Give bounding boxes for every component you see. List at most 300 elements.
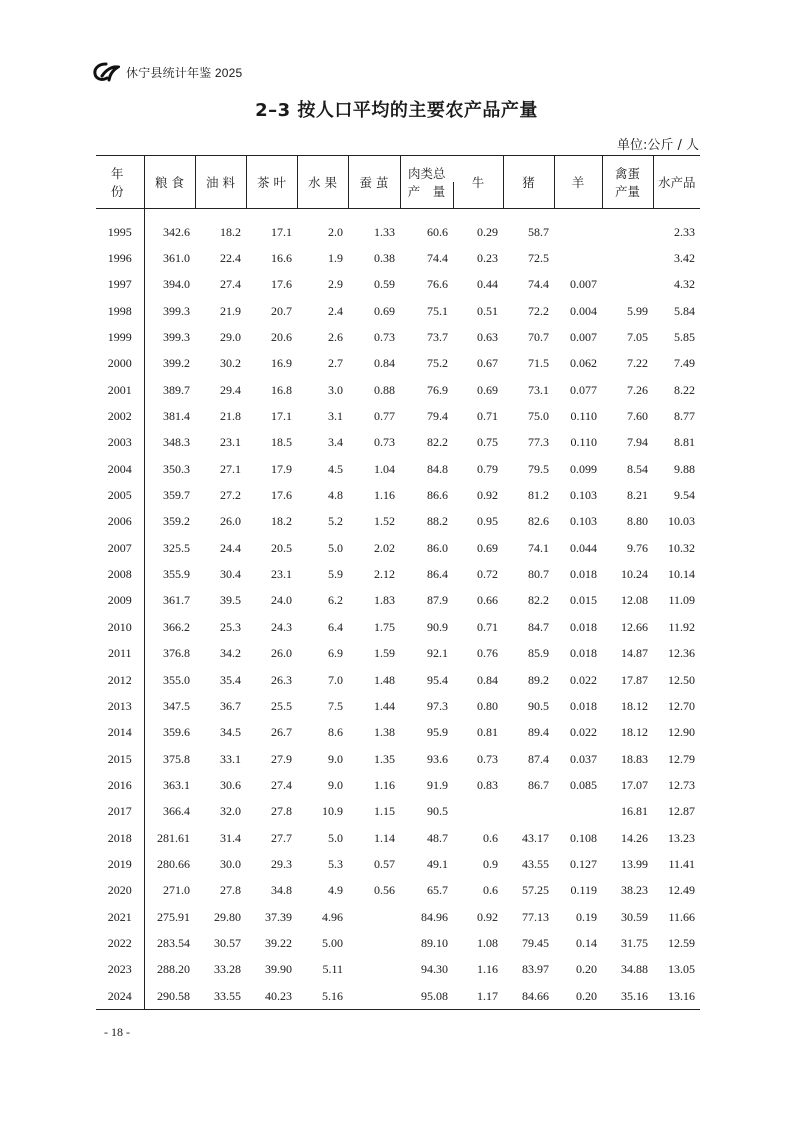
cell-aquatic: 12.70 xyxy=(668,698,695,713)
cell-grain: 290.58 xyxy=(144,983,195,1010)
per-capita-output-table xyxy=(96,155,700,1010)
cell-year: 2003 xyxy=(96,430,144,456)
col-header-meat-line2: 产 量 xyxy=(400,182,453,209)
cell-mutton: 0.108 xyxy=(570,830,597,845)
cell-fruit: 6.2 xyxy=(328,593,343,608)
cell-egg: 5.99 xyxy=(627,303,648,318)
cell-egg: 7.22 xyxy=(627,356,648,371)
cell-aquatic: 7.49 xyxy=(674,356,695,371)
cell-egg: 16.81 xyxy=(621,804,648,819)
cell-oil: 29.80 xyxy=(214,909,241,924)
cell-meat: 95.9 xyxy=(427,725,448,740)
cell-mutton xyxy=(554,799,602,825)
cell-year: 1995 xyxy=(96,219,144,245)
cell-aquatic: 8.22 xyxy=(674,382,695,397)
table-row xyxy=(96,641,700,667)
cell-beef: 0.75 xyxy=(477,435,498,450)
cell-meat: 48.7 xyxy=(427,830,448,845)
cell-cocoon: 0.84 xyxy=(374,356,395,371)
table-row xyxy=(96,799,700,825)
cell-beef: 0.73 xyxy=(477,751,498,766)
cell-tea: 16.8 xyxy=(271,382,292,397)
cell-year: 2006 xyxy=(96,509,144,535)
cell-oil: 30.4 xyxy=(220,567,241,582)
cell-beef: 0.80 xyxy=(477,698,498,713)
cell-meat: 93.6 xyxy=(427,751,448,766)
cell-egg: 14.87 xyxy=(621,646,648,661)
cell-cocoon xyxy=(348,957,400,983)
cell-pork: 74.1 xyxy=(528,540,549,555)
cell-tea: 17.1 xyxy=(271,409,292,424)
cell-beef: 0.84 xyxy=(477,672,498,687)
cell-year: 2010 xyxy=(96,614,144,640)
cell-pork: 72.2 xyxy=(528,303,549,318)
cell-mutton: 0.022 xyxy=(570,672,597,687)
cell-tea: 24.0 xyxy=(271,593,292,608)
col-header-egg-line2: 产量 xyxy=(602,182,653,209)
cell-year: 2002 xyxy=(96,403,144,429)
cell-cocoon: 2.02 xyxy=(374,540,395,555)
cell-fruit: 10.9 xyxy=(322,804,343,819)
cell-meat: 97.3 xyxy=(427,698,448,713)
cell-oil: 33.55 xyxy=(195,983,246,1010)
cell-aquatic: 11.09 xyxy=(668,593,695,608)
cell-fruit: 2.7 xyxy=(328,356,343,371)
cell-pork: 82.2 xyxy=(528,593,549,608)
cell-year: 2013 xyxy=(96,693,144,719)
cell-tea: 26.0 xyxy=(271,646,292,661)
cell-tea: 18.2 xyxy=(271,514,292,529)
table-row xyxy=(96,535,700,561)
cell-grain: 361.0 xyxy=(163,251,190,266)
table-row xyxy=(96,298,700,324)
cell-mutton: 0.037 xyxy=(570,751,597,766)
table-row xyxy=(96,219,700,245)
cell-grain: 363.1 xyxy=(163,777,190,792)
cell-mutton: 0.015 xyxy=(570,593,597,608)
cell-meat: 87.9 xyxy=(427,593,448,608)
cell-aquatic: 8.81 xyxy=(674,435,695,450)
cell-mutton: 0.085 xyxy=(570,777,597,792)
cell-egg: 7.60 xyxy=(627,409,648,424)
cell-pork: 87.4 xyxy=(528,751,549,766)
cell-tea: 16.9 xyxy=(271,356,292,371)
cell-oil: 36.7 xyxy=(220,698,241,713)
cell-grain: 366.4 xyxy=(163,804,190,819)
cell-pork: 81.2 xyxy=(528,488,549,503)
cell-cocoon xyxy=(348,983,400,1010)
cell-mutton: 0.007 xyxy=(570,277,597,292)
cell-meat: 76.6 xyxy=(427,277,448,292)
cell-pork: 43.17 xyxy=(522,830,549,845)
cell-tea: 16.6 xyxy=(271,251,292,266)
cell-tea: 39.90 xyxy=(265,962,292,977)
cell-meat: 91.9 xyxy=(427,777,448,792)
cell-oil: 30.2 xyxy=(220,356,241,371)
cell-pork: 86.7 xyxy=(528,777,549,792)
cell-grain: 271.0 xyxy=(163,883,190,898)
cell-cocoon: 1.75 xyxy=(374,619,395,634)
col-header-meat-line1: 肉类总 xyxy=(400,156,453,183)
cell-aquatic: 13.23 xyxy=(668,830,695,845)
cell-aquatic: 12.73 xyxy=(668,777,695,792)
cell-cocoon: 1.15 xyxy=(374,804,395,819)
cell-cocoon: 1.59 xyxy=(374,646,395,661)
cell-aquatic: 12.50 xyxy=(668,672,695,687)
cell-cocoon xyxy=(348,904,400,930)
cell-aquatic: 11.92 xyxy=(668,619,695,634)
page-header xyxy=(92,60,242,84)
cell-mutton: 0.022 xyxy=(570,725,597,740)
cell-pork: 75.0 xyxy=(528,409,549,424)
unit-label: 单位:公斤 / 人 xyxy=(616,138,699,153)
cell-pork: 70.7 xyxy=(528,330,549,345)
cell-oil: 27.1 xyxy=(220,461,241,476)
cell-cocoon: 0.56 xyxy=(374,883,395,898)
cell-mutton: 0.018 xyxy=(570,567,597,582)
cell-beef: 0.6 xyxy=(483,883,498,898)
cell-egg: 31.75 xyxy=(621,935,648,950)
cell-tea: 18.5 xyxy=(271,435,292,450)
cell-fruit: 2.4 xyxy=(328,303,343,318)
cell-fruit: 2.0 xyxy=(328,224,343,239)
cell-beef: 0.66 xyxy=(477,593,498,608)
cell-mutton: 0.103 xyxy=(570,488,597,503)
page-title: 2–3 按人口平均的主要农产品产量 xyxy=(255,100,538,121)
cell-tea: 34.8 xyxy=(271,883,292,898)
cell-grain: 399.3 xyxy=(163,330,190,345)
cell-year: 2007 xyxy=(96,535,144,561)
cell-fruit: 5.9 xyxy=(328,567,343,582)
cell-fruit: 4.5 xyxy=(328,461,343,476)
cell-beef: 0.95 xyxy=(477,514,498,529)
cell-meat: 79.4 xyxy=(427,409,448,424)
cell-grain: 355.9 xyxy=(163,567,190,582)
cell-pork: 77.3 xyxy=(528,435,549,450)
cell-cocoon: 0.73 xyxy=(374,435,395,450)
cell-pork: 85.9 xyxy=(528,646,549,661)
cell-oil: 24.4 xyxy=(220,540,241,555)
cell-meat: 95.08 xyxy=(400,983,453,1010)
cell-oil: 21.9 xyxy=(220,303,241,318)
cell-fruit: 2.9 xyxy=(328,277,343,292)
cell-beef: 0.83 xyxy=(477,777,498,792)
cell-tea: 25.5 xyxy=(271,698,292,713)
cell-year: 2023 xyxy=(96,957,144,983)
cell-pork: 83.97 xyxy=(522,962,549,977)
cell-meat: 73.7 xyxy=(427,330,448,345)
cell-cocoon: 1.52 xyxy=(374,514,395,529)
cell-mutton: 0.044 xyxy=(570,540,597,555)
cell-oil: 33.28 xyxy=(214,962,241,977)
cell-mutton: 0.119 xyxy=(570,883,597,898)
cell-cocoon: 0.38 xyxy=(374,251,395,266)
cell-fruit: 3.1 xyxy=(328,409,343,424)
cell-beef: 0.67 xyxy=(477,356,498,371)
cell-cocoon: 1.44 xyxy=(374,698,395,713)
cell-cocoon: 1.48 xyxy=(374,672,395,687)
col-header-year: 年 份 xyxy=(96,156,144,209)
cell-cocoon: 1.14 xyxy=(374,830,395,845)
cell-tea: 29.3 xyxy=(271,856,292,871)
cell-oil: 30.6 xyxy=(220,777,241,792)
table-row xyxy=(96,272,700,298)
cell-grain: 342.6 xyxy=(163,224,190,239)
cell-year: 2019 xyxy=(96,851,144,877)
table-row xyxy=(96,614,700,640)
cell-egg: 10.24 xyxy=(621,567,648,582)
cell-egg: 14.26 xyxy=(621,830,648,845)
table-row xyxy=(96,482,700,508)
cell-meat: 76.9 xyxy=(427,382,448,397)
cell-aquatic: 12.87 xyxy=(668,804,695,819)
cell-pork: 82.6 xyxy=(528,514,549,529)
table-row xyxy=(96,693,700,719)
cell-cocoon: 2.12 xyxy=(374,567,395,582)
cell-year: 2016 xyxy=(96,772,144,798)
cell-mutton: 0.110 xyxy=(570,435,597,450)
cell-cocoon: 1.16 xyxy=(374,777,395,792)
cell-mutton: 0.099 xyxy=(570,461,597,476)
cell-fruit: 9.0 xyxy=(328,751,343,766)
cell-pork: 79.45 xyxy=(522,935,549,950)
cell-beef: 0.92 xyxy=(477,488,498,503)
cell-cocoon: 0.77 xyxy=(374,409,395,424)
cell-mutton: 0.110 xyxy=(570,409,597,424)
table-row xyxy=(96,878,700,904)
cell-grain: 281.61 xyxy=(157,830,190,845)
cell-year: 2014 xyxy=(96,720,144,746)
cell-egg xyxy=(602,219,653,245)
cell-fruit: 5.2 xyxy=(328,514,343,529)
cell-year: 2018 xyxy=(96,825,144,851)
cell-mutton: 0.20 xyxy=(554,983,602,1010)
cell-fruit: 5.00 xyxy=(322,935,343,950)
cell-meat: 49.1 xyxy=(427,856,448,871)
cell-pork: 89.2 xyxy=(528,672,549,687)
cell-aquatic: 12.49 xyxy=(668,883,695,898)
cell-tea: 26.7 xyxy=(271,725,292,740)
cell-tea: 20.6 xyxy=(271,330,292,345)
cell-fruit: 6.4 xyxy=(328,619,343,634)
table-row xyxy=(96,957,700,983)
cell-oil: 30.0 xyxy=(220,856,241,871)
cell-aquatic: 13.16 xyxy=(653,983,700,1010)
cell-beef: 0.69 xyxy=(477,540,498,555)
cell-mutton: 0.018 xyxy=(570,698,597,713)
cell-tea: 23.1 xyxy=(271,567,292,582)
cell-egg: 35.16 xyxy=(602,983,653,1010)
cell-egg: 7.05 xyxy=(627,330,648,345)
cell-egg xyxy=(602,245,653,271)
cell-mutton: 0.077 xyxy=(570,382,597,397)
cell-meat: 88.2 xyxy=(427,514,448,529)
col-header-mutton: 羊 xyxy=(554,156,602,209)
cell-aquatic: 5.84 xyxy=(674,303,695,318)
cell-tea: 37.39 xyxy=(265,909,292,924)
cell-cocoon: 1.83 xyxy=(374,593,395,608)
table-row xyxy=(96,351,700,377)
cell-pork xyxy=(503,799,554,825)
cell-mutton: 0.19 xyxy=(576,909,597,924)
cell-mutton: 0.004 xyxy=(570,303,597,318)
cell-cocoon: 0.73 xyxy=(374,330,395,345)
cell-year: 2011 xyxy=(96,641,144,667)
cell-egg: 8.54 xyxy=(627,461,648,476)
cell-year: 2017 xyxy=(96,799,144,825)
cell-fruit: 8.6 xyxy=(328,725,343,740)
cell-cocoon: 1.33 xyxy=(374,224,395,239)
cell-year: 2020 xyxy=(96,878,144,904)
cell-egg: 7.94 xyxy=(627,435,648,450)
cell-beef xyxy=(453,799,503,825)
table-row xyxy=(96,825,700,851)
table-row xyxy=(96,746,700,772)
cell-oil: 27.8 xyxy=(220,883,241,898)
cell-egg: 17.87 xyxy=(621,672,648,687)
cell-tea: 17.9 xyxy=(271,461,292,476)
cell-beef: 0.79 xyxy=(477,461,498,476)
cell-year: 2001 xyxy=(96,377,144,403)
cell-pork: 89.4 xyxy=(528,725,549,740)
cell-tea: 40.23 xyxy=(246,983,297,1010)
cell-aquatic: 12.79 xyxy=(668,751,695,766)
cell-year: 2004 xyxy=(96,456,144,482)
cell-oil: 27.2 xyxy=(220,488,241,503)
cell-cocoon: 1.38 xyxy=(374,725,395,740)
cell-grain: 376.8 xyxy=(163,646,190,661)
cell-aquatic: 11.66 xyxy=(668,909,695,924)
cell-fruit: 4.9 xyxy=(328,883,343,898)
cell-pork: 80.7 xyxy=(528,567,549,582)
cell-grain: 366.2 xyxy=(163,619,190,634)
cell-egg: 9.76 xyxy=(627,540,648,555)
cell-oil: 35.4 xyxy=(220,672,241,687)
cell-oil: 23.1 xyxy=(220,435,241,450)
cell-oil: 34.2 xyxy=(220,646,241,661)
cell-tea: 27.4 xyxy=(271,777,292,792)
col-header-egg-line1: 禽蛋 xyxy=(602,156,653,183)
cell-beef: 0.92 xyxy=(477,909,498,924)
cell-meat: 90.9 xyxy=(427,619,448,634)
cell-year: 2008 xyxy=(96,561,144,587)
cell-grain: 347.5 xyxy=(163,698,190,713)
table-body xyxy=(96,209,700,1010)
cell-aquatic: 9.88 xyxy=(674,461,695,476)
cell-beef: 0.81 xyxy=(477,725,498,740)
cell-grain: 350.3 xyxy=(163,461,190,476)
cell-oil: 27.4 xyxy=(220,277,241,292)
cell-grain: 375.8 xyxy=(163,751,190,766)
table-row xyxy=(96,245,700,271)
cell-beef: 1.08 xyxy=(477,935,498,950)
cell-mutton xyxy=(554,219,602,245)
cell-cocoon xyxy=(348,930,400,956)
cell-beef: 0.69 xyxy=(477,382,498,397)
cell-egg: 18.12 xyxy=(621,698,648,713)
col-header-aquatic: 水产品 xyxy=(653,156,700,209)
cell-fruit: 5.0 xyxy=(328,830,343,845)
cell-tea: 24.3 xyxy=(271,619,292,634)
cell-fruit: 4.8 xyxy=(328,488,343,503)
cell-oil: 21.8 xyxy=(220,409,241,424)
cell-year: 2015 xyxy=(96,746,144,772)
cell-meat: 86.6 xyxy=(427,488,448,503)
cell-aquatic: 2.33 xyxy=(674,224,695,239)
cell-aquatic: 10.14 xyxy=(668,567,695,582)
cell-aquatic: 13.05 xyxy=(668,962,695,977)
table-row xyxy=(96,456,700,482)
cell-pork: 72.5 xyxy=(528,251,549,266)
cell-mutton: 0.018 xyxy=(570,646,597,661)
cell-meat: 65.7 xyxy=(427,883,448,898)
cell-grain: 280.66 xyxy=(157,856,190,871)
cell-grain: 389.7 xyxy=(163,382,190,397)
cell-mutton: 0.103 xyxy=(570,514,597,529)
cell-beef: 0.71 xyxy=(477,409,498,424)
cell-aquatic: 8.77 xyxy=(674,409,695,424)
cell-pork: 77.13 xyxy=(522,909,549,924)
cell-egg: 18.12 xyxy=(621,725,648,740)
cell-fruit: 5.11 xyxy=(322,962,343,977)
cell-egg: 34.88 xyxy=(621,962,648,977)
page-number: - 18 - xyxy=(104,1025,130,1039)
cell-meat: 74.4 xyxy=(427,251,448,266)
cell-pork: 71.5 xyxy=(528,356,549,371)
cell-cocoon: 0.88 xyxy=(374,382,395,397)
cell-year: 2012 xyxy=(96,667,144,693)
cell-beef: 1.17 xyxy=(453,983,503,1010)
cell-pork: 79.5 xyxy=(528,461,549,476)
cell-fruit: 5.16 xyxy=(297,983,348,1010)
cell-fruit: 7.0 xyxy=(328,672,343,687)
cell-cocoon: 1.35 xyxy=(374,751,395,766)
cell-cocoon: 0.59 xyxy=(374,277,395,292)
cell-mutton: 0.007 xyxy=(570,330,597,345)
cell-oil: 29.4 xyxy=(220,382,241,397)
col-header-grain: 粮 食 xyxy=(144,156,195,209)
cell-aquatic: 10.32 xyxy=(668,540,695,555)
cell-pork: 73.1 xyxy=(528,382,549,397)
cell-tea: 26.3 xyxy=(271,672,292,687)
cell-mutton: 0.14 xyxy=(576,935,597,950)
table-row xyxy=(96,561,700,587)
cell-grain: 359.2 xyxy=(163,514,190,529)
cell-cocoon: 0.69 xyxy=(374,303,395,318)
cell-egg: 7.26 xyxy=(627,382,648,397)
cell-pork: 43.55 xyxy=(522,856,549,871)
cell-beef: 0.63 xyxy=(477,330,498,345)
cell-egg: 12.66 xyxy=(621,619,648,634)
cell-pork: 57.25 xyxy=(522,883,549,898)
cell-fruit: 3.4 xyxy=(328,435,343,450)
cell-year: 1999 xyxy=(96,324,144,350)
cell-oil: 26.0 xyxy=(220,514,241,529)
cell-grain: 283.54 xyxy=(157,935,190,950)
cell-grain: 399.2 xyxy=(163,356,190,371)
cell-beef: 0.6 xyxy=(483,830,498,845)
cell-year: 2021 xyxy=(96,904,144,930)
cell-fruit: 3.0 xyxy=(328,382,343,397)
cell-pork: 84.66 xyxy=(503,983,554,1010)
cell-grain: 381.4 xyxy=(163,409,190,424)
yearbook-logo-icon xyxy=(92,61,120,83)
cell-meat: 86.0 xyxy=(427,540,448,555)
cell-tea: 27.7 xyxy=(271,830,292,845)
cell-fruit: 5.0 xyxy=(328,540,343,555)
cell-tea: 20.5 xyxy=(271,540,292,555)
yearbook-title: 休宁县统计年鉴 2025 xyxy=(126,65,243,80)
